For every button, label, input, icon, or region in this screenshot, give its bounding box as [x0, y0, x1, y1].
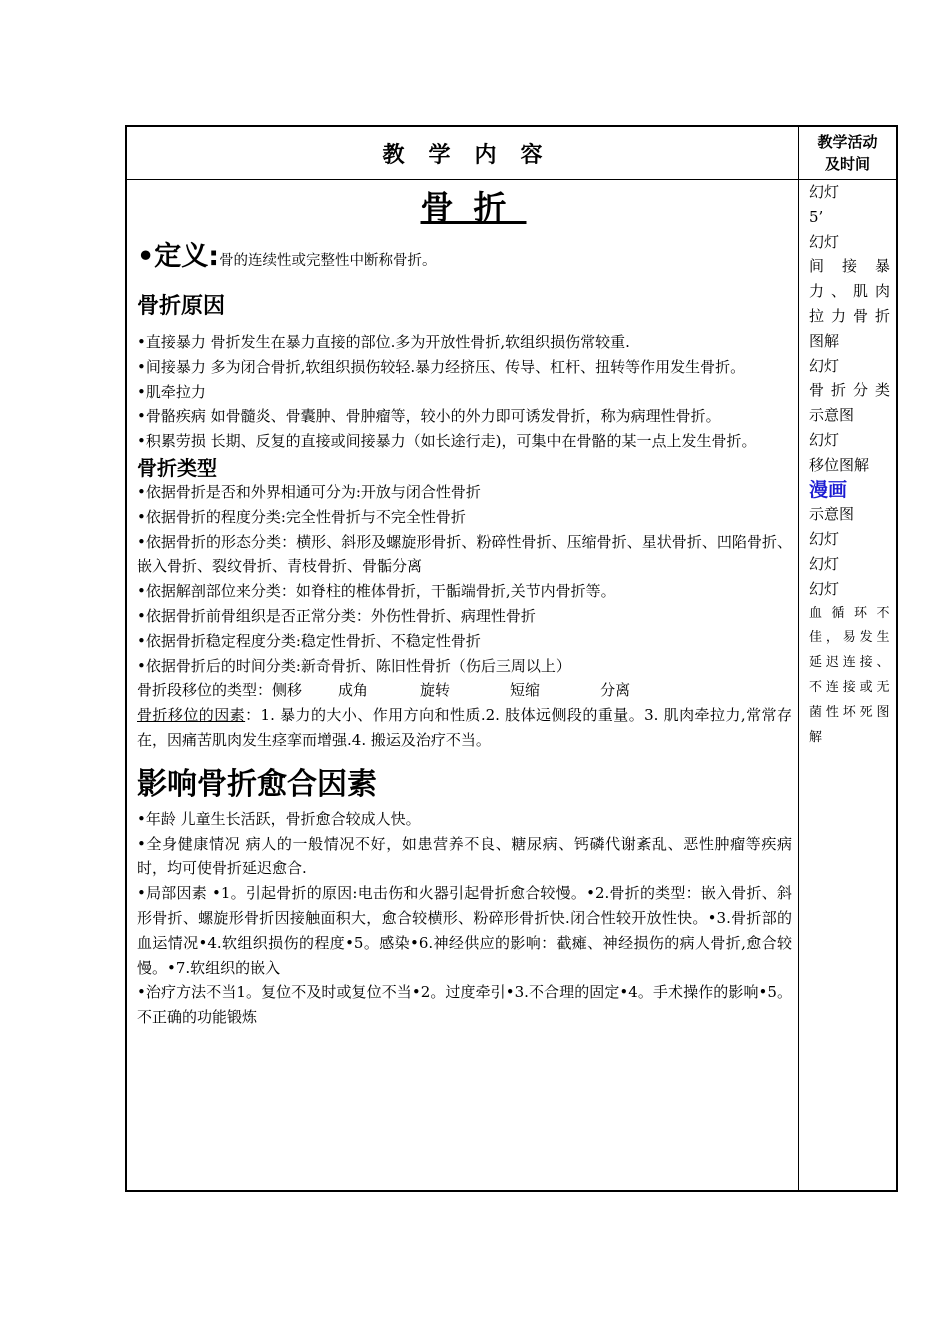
factor-text: ：1. 暴力的大小、作用方向和性质.2. 肢体远侧段的重量。3. 肌肉牵拉力,常常存在，因痛苦肌肉发生痉挛而增强.4. 搬运及治疗不当。: [137, 706, 792, 749]
side-item: 示意图: [809, 406, 855, 425]
content-header: 教学内容: [127, 127, 799, 180]
displacement-label: 骨折段移位的类型：侧移: [137, 681, 303, 700]
side-item: 幻灯: [809, 430, 840, 449]
side-item: 幻灯: [809, 579, 840, 598]
side-item: 5’: [809, 207, 824, 226]
cause-item: •积累劳损 长期、反复的直接或间接暴力（如长途行走)，可集中在骨骼的某一点上发生骨折。: [137, 432, 757, 451]
types-heading: 骨折类型: [137, 455, 217, 480]
cause-item: •直接暴力 骨折发生在暴力直接的部位.多为开放性骨折,软组织损伤常较重.: [137, 333, 630, 351]
side-note: 不连接或无: [809, 679, 890, 695]
side-item: 幻灯: [809, 232, 840, 251]
healing-item: •局部因素 •1。引起骨折的原因:电击伤和火器引起骨折愈合较慢。•2.骨折的类型：嵌入骨折、斜形骨折、螺旋形骨折因接触面积大，愈合较横形、粉碎形骨折快.闭合性较开放性快。•3.骨折部的血运情况•4.软组织损伤的程度•5。感染•6.神经供应的影响：截瘫、神经损伤的病人骨折,愈合较慢。•7.软组织的嵌入: [137, 884, 792, 977]
type-item: •依据骨折前骨组织是否正常分类：外伤性骨折、病理性骨折: [137, 606, 536, 625]
side-note: 菌性坏死图: [809, 704, 890, 720]
definition-text: 骨的连续性或完整性中断称骨折。: [219, 253, 437, 269]
definition: [137, 240, 792, 278]
side-note: 解: [809, 729, 823, 745]
healing-item: •年龄 儿童生长活跃，骨折愈合较成人快。: [137, 809, 421, 828]
side-item: 力、肌肉: [809, 282, 890, 301]
healing-item: •治疗方法不当1。复位不及时或复位不当•2。过度牵引•3.不合理的固定•4。手术操作的影响•5。不正确的功能锻炼: [137, 983, 792, 1027]
displacement-type: 旋转: [420, 681, 451, 700]
lesson-table: [125, 125, 898, 1192]
causes-heading: 骨折原因: [137, 294, 226, 319]
type-item: •依据骨折稳定程度分类:稳定性骨折、不稳定性骨折: [137, 631, 481, 650]
definition-label: •定义:: [137, 241, 220, 272]
activity-header-line-1: 教学活动: [817, 133, 878, 151]
side-item: 拉力骨折: [809, 306, 890, 325]
page-title: 骨折: [420, 188, 527, 227]
side-note: 延迟连接、: [809, 655, 890, 671]
cause-item: •间接暴力 多为闭合骨折,软组织损伤较轻.暴力经挤压、传导、杠杆、扭转等作用发生骨折。: [137, 357, 746, 376]
side-item: 幻灯: [809, 356, 840, 375]
cause-item: •肌牵拉力: [137, 382, 206, 401]
side-item: 图解: [809, 331, 840, 350]
cause-item: •骨骼疾病 如骨髓炎、骨囊肿、骨肿瘤等，较小的外力即可诱发骨折，称为病理性骨折。: [137, 407, 721, 426]
displacement-type: 分离: [600, 681, 631, 700]
side-item: 间接暴: [809, 257, 890, 276]
displacement-type: 成角: [338, 681, 369, 700]
activity-header: [799, 127, 896, 180]
content-cell: [127, 180, 799, 1190]
side-item: 幻灯: [809, 530, 840, 549]
type-item: •依据骨折后的时间分类:新奇骨折、陈旧性骨折（伤后三周以上）: [137, 656, 571, 675]
side-note: 血循环不: [809, 605, 890, 621]
side-item: 骨折分类: [809, 381, 890, 400]
factor-label: 骨折移位的因素: [137, 706, 246, 725]
healing-heading: 影响骨折愈合因素: [137, 766, 377, 802]
side-item: 移位图解: [809, 455, 870, 474]
type-item: •依据解剖部位来分类：如脊柱的椎体骨折，干骺端骨折,关节内骨折等。: [137, 582, 616, 601]
side-item: 示意图: [809, 505, 855, 524]
type-item: •依据骨折是否和外界相通可分为:开放与闭合性骨折: [137, 482, 481, 501]
displacement-type: 短缩: [510, 681, 541, 700]
type-item: •依据骨折的形态分类：横形、斜形及螺旋形骨折、粉碎性骨折、压缩骨折、星状骨折、凹陷骨折、嵌入骨折、裂纹骨折、青枝骨折、骨骺分离: [137, 532, 792, 576]
side-item: 幻灯: [809, 554, 840, 573]
activity-cell: [799, 180, 896, 1190]
side-highlight: 漫画: [809, 478, 848, 501]
healing-item: •全身健康情况 病人的一般情况不好，如患营养不良、糖尿病、钙磷代谢紊乱、恶性肿瘤等疾病时，均可使骨折延迟愈合.: [137, 834, 792, 878]
type-item: •依据骨折的程度分类:完全性骨折与不完全性骨折: [137, 507, 466, 526]
displacement-types: [137, 678, 792, 703]
side-item: 幻灯: [809, 183, 840, 201]
activity-header-line-2: 及时间: [824, 155, 870, 173]
displacement-factors: [137, 703, 792, 753]
side-note: 佳，易发生: [809, 630, 890, 646]
